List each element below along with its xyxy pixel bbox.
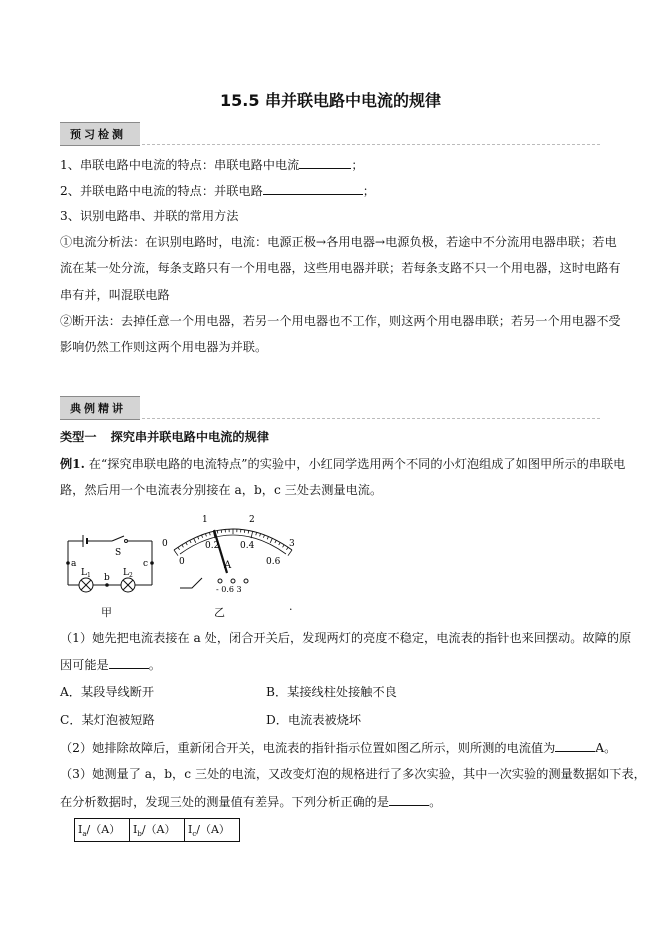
table-header-row xyxy=(75,819,240,842)
example-line-2: 路，然后用一个电流表分别接在 a，b，c 三处去测量电流。 xyxy=(60,483,383,497)
meter-tick xyxy=(270,538,272,543)
header-cell-b: $I_b/(A)$ xyxy=(130,819,185,842)
figure-stray-dot: . xyxy=(289,600,293,613)
question-3: 3、识别电路串、并联的常用方法 xyxy=(60,209,239,223)
meter-tick xyxy=(275,540,276,543)
meter-tick xyxy=(267,537,268,540)
meter-tick xyxy=(279,542,280,545)
answer-blank-1[interactable] xyxy=(299,156,351,169)
ammeter-caption: 乙 xyxy=(214,606,225,619)
switch-contact-icon xyxy=(125,540,128,543)
part-3-line-1: （3）她测量了 a，b，c 三处的电流，又改变灯泡的规格进行了多次实验，其中一次实验的测量数据如下表， xyxy=(60,767,646,781)
meter-tick xyxy=(256,532,257,535)
node-c-label: c xyxy=(143,559,149,569)
circuit-caption: 甲 xyxy=(101,606,112,619)
part-3-line-2 xyxy=(60,793,441,810)
meter-tick xyxy=(190,540,191,543)
part-3-end: 。 xyxy=(429,795,442,809)
meter-tick xyxy=(286,547,288,549)
question-1 xyxy=(60,156,364,173)
meter-tick xyxy=(248,530,249,533)
example-line-1 xyxy=(60,456,625,472)
section-tag-preview xyxy=(60,122,140,146)
section-tag-examples xyxy=(60,396,140,420)
method-2-line-2: 影响仍然工作则这两个用电器为并联。 xyxy=(60,340,268,354)
example-text: 在“探究串联电路的电流特点”的实验中，小红同学选用两个不同的小灯泡组成了如图甲所示的串联电 xyxy=(84,457,626,471)
part-2-text: （2）她排除故障后，重新闭合开关，电流表的指针指示位置如图乙所示，则所测的电流值为 xyxy=(60,741,556,755)
question-2-text: 2、并联电路中电流的特点：并联电路 xyxy=(60,184,263,198)
lamp-1-label: $L_1$ xyxy=(81,568,91,579)
option-d[interactable]: D．电流表被烧坏 xyxy=(266,713,362,727)
question-2 xyxy=(60,182,375,199)
part-3-text: 在分析数据时，发现三处的测量值有差异。下列分析正确的是 xyxy=(60,795,390,809)
section-tag-label: 预习检测 xyxy=(70,128,126,141)
meter-tick xyxy=(202,535,203,538)
scale-inner-0: 0 xyxy=(179,557,185,567)
node-a-label: a xyxy=(71,559,77,569)
part-1-line-1: （1）她先把电流表接在 a 处，闭合开关后，发现两灯的亮度不稳定，电流表的指针也来回摆动。故障的原 xyxy=(60,631,632,645)
section-tag-label: 典例精讲 xyxy=(70,402,126,415)
meter-tick xyxy=(186,542,187,545)
meter-unit-label: A xyxy=(224,560,232,571)
method-1-line-2: 流在某一处分流，每条支路只有一个用电器，这些用电器并联；若每条支路不只一个用电器，这时电路有 xyxy=(60,261,621,275)
scale-inner-2: 0.4 xyxy=(240,541,255,551)
node-b-label: b xyxy=(104,573,110,583)
scale-outer-3: 3 xyxy=(289,539,295,549)
meter-tick xyxy=(178,547,180,549)
answer-blank-2[interactable] xyxy=(263,182,363,195)
node-b-dot xyxy=(105,583,109,587)
option-b[interactable]: B．某接线柱处接触不良 xyxy=(266,685,397,699)
lamp-2-label: $L_2$ xyxy=(123,568,133,579)
question-2-end: ； xyxy=(362,184,375,198)
meter-tick xyxy=(205,534,206,537)
header-cell-a: $I_a/(A)$ xyxy=(75,819,130,842)
terminal-negative xyxy=(218,579,222,583)
meter-tick xyxy=(209,532,210,535)
part-1-end: 。 xyxy=(148,658,161,672)
scale-outer-2: 2 xyxy=(249,515,255,525)
type-heading xyxy=(60,429,269,445)
type-title: 探究串并联电路中电流的规律 xyxy=(110,430,269,444)
type-label: 类型一 xyxy=(60,430,97,444)
measurement-table xyxy=(74,818,240,842)
meter-tick xyxy=(217,530,218,533)
meter-tick xyxy=(263,535,264,538)
terminal-0-6 xyxy=(231,579,235,583)
section-divider xyxy=(142,418,600,419)
answer-blank-5[interactable] xyxy=(389,793,429,806)
node-a-dot xyxy=(66,561,70,565)
meter-tick xyxy=(182,545,184,548)
part-2-end: A。 xyxy=(595,741,617,755)
question-1-end: ； xyxy=(351,158,364,172)
page-title: 15.5 串并联电路中电流的规律 xyxy=(219,91,442,110)
option-a[interactable]: A．某段导线断开 xyxy=(60,685,155,699)
switch-label: S xyxy=(115,548,122,558)
answer-blank-4[interactable] xyxy=(555,739,595,752)
meter-tick xyxy=(260,534,261,537)
meter-tick xyxy=(283,545,285,548)
meter-lead-wire xyxy=(180,578,202,588)
meter-tick xyxy=(198,537,199,540)
terminal-labels: - 0.6 3 xyxy=(216,585,242,594)
method-1-line-1: ①电流分析法：在识别电路时，电流：电源正极→各用电器→电源负极，若途中不分流用电器串联；若电 xyxy=(60,235,617,249)
scale-inner-3: 0.6 xyxy=(266,557,281,567)
answer-blank-3[interactable] xyxy=(109,656,149,669)
scale-inner-1: 0.2 xyxy=(205,541,220,551)
part-1-text: 因可能是 xyxy=(60,658,109,672)
option-c[interactable]: C．某灯泡被短路 xyxy=(60,713,155,727)
meter-tick xyxy=(288,550,292,556)
part-2 xyxy=(60,739,616,756)
header-cell-c: $I_c/(A)$ xyxy=(185,819,240,842)
method-2-line-1: ②断开法：去掉任意一个用电器，若另一个用电器也不工作，则这两个用电器串联；若另一个用电器不受 xyxy=(60,314,621,328)
meter-tick xyxy=(194,538,196,543)
section-divider xyxy=(142,144,600,145)
method-1-line-3: 串有并，叫混联电路 xyxy=(60,288,170,302)
terminal-3 xyxy=(244,579,248,583)
part-1-line-2 xyxy=(60,656,161,673)
meter-ticks xyxy=(174,529,292,556)
meter-tick xyxy=(174,550,178,556)
question-1-text: 1、串联电路中电流的特点：串联电路中电流 xyxy=(60,158,300,172)
scale-outer-0: 0 xyxy=(162,539,168,549)
ammeter-diagram xyxy=(158,508,308,596)
example-label: 例1. xyxy=(60,457,85,471)
scale-outer-1: 1 xyxy=(202,515,208,525)
node-c-dot xyxy=(150,561,154,565)
